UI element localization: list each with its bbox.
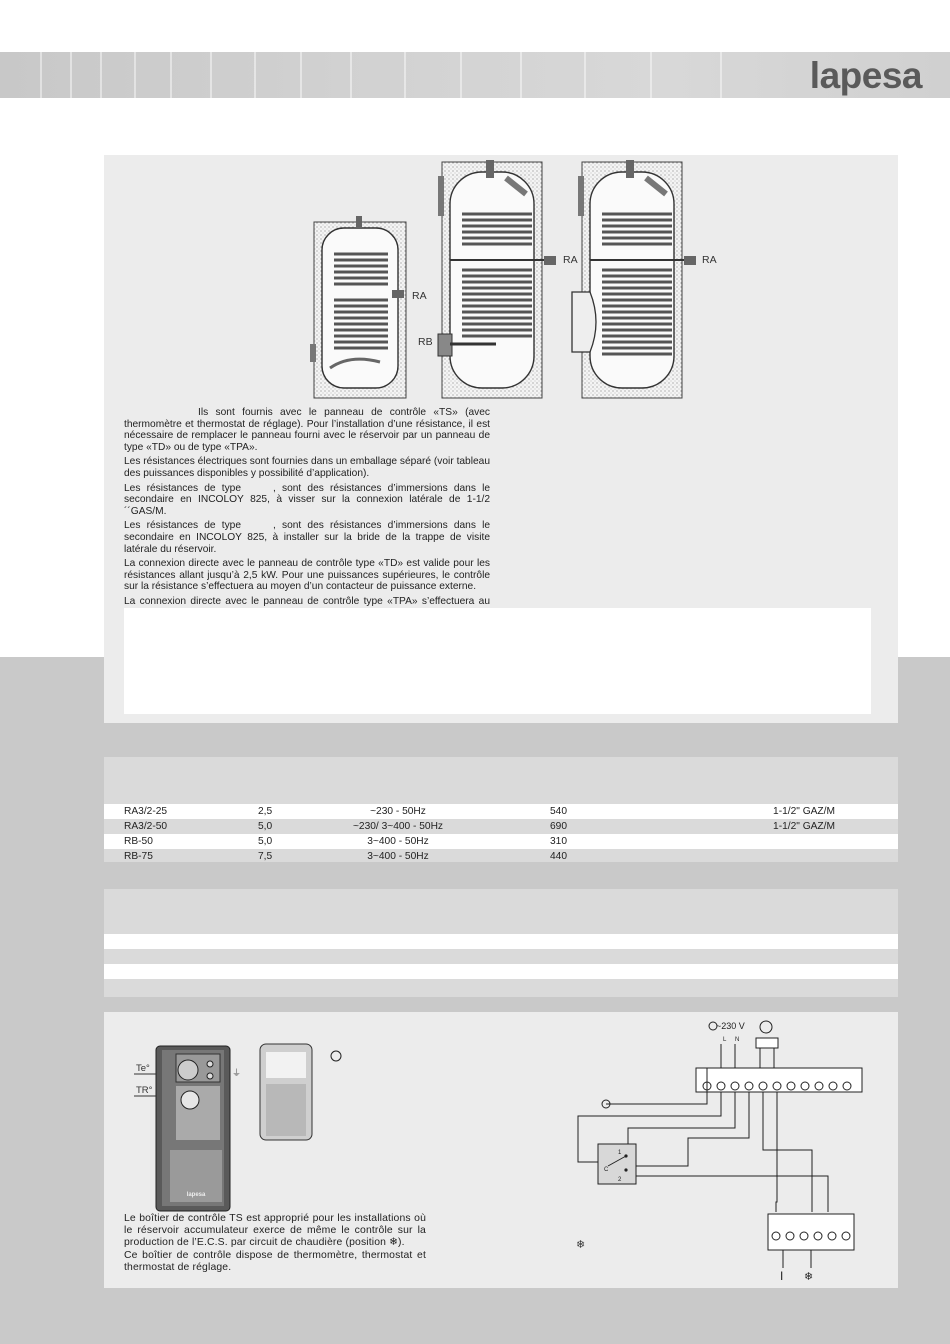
control-box-text-2: Ce boîtier de contrôle dispose de thermomètre, thermostat et thermostat de réglage. <box>124 1250 426 1273</box>
tank-tall-diagram <box>438 160 556 398</box>
terminal-block-upper <box>696 1068 862 1092</box>
control-box-text-1: Le boîtier de contrôle TS est approprié pour les installations où le réservoir accumulateur exerce de même le contrôle sur la production de l’E.C.S. par circuit de chaudière (position ❄). <box>124 1213 426 1248</box>
thermostat-switch <box>598 1144 636 1184</box>
svg-text:N: N <box>735 1037 740 1043</box>
description-p4b: , sont des résistances d’immersions dans le secondaire en INCOLOY 825, à installer sur la bride de la trappe de visite latérale du réservoir. <box>124 520 491 555</box>
table-row: RA3/2-25 2,5 ~230 - 50Hz 540 1-1/2" GAZ/M <box>124 806 835 817</box>
table-row: RB-75 7,5 3~400 - 50Hz 440 <box>124 851 567 862</box>
label-ra-1: RA <box>412 290 427 302</box>
svg-text:L: L <box>723 1037 727 1043</box>
mark-i: I <box>780 1269 784 1283</box>
control-box-logo: lapesa <box>186 1192 206 1198</box>
header-band <box>0 52 950 98</box>
ground-symbol-icon: ⏚ <box>232 1068 242 1078</box>
control-box-illustration <box>130 1040 370 1215</box>
table-row: RA3/2-50 5,0 ~230/ 3~400 - 50Hz 690 1-1/2" GAZ/M <box>124 821 835 832</box>
tank-flange-diagram <box>572 160 696 398</box>
description-text <box>124 407 490 634</box>
brand-logo: lapesa <box>809 55 922 96</box>
description-p1: Ils sont fournis avec le panneau de contrôle «TS» (avec thermomètre et thermostat de réglage). Pour l’installation d’une résistance, il est nécessaire de remplacer le panneau fourni avec le réservoir par un panneau de type «TD» ou de type «TPA». <box>124 407 490 453</box>
description-p2: Les résistances électriques sont fournies dans un emballage séparé (voir tableau des puissances disponibles y possibilité d’application). <box>124 456 490 479</box>
table-stripe <box>104 964 898 979</box>
table-row: RB-50 5,0 3~400 - 50Hz 310 <box>124 836 567 847</box>
tank-small-diagram <box>310 216 406 398</box>
label-ra-3: RA <box>702 254 717 266</box>
pump-icon <box>760 1021 772 1033</box>
description-p3b: , sont des résistances d’immersions dans le secondaire en INCOLOY 825, à visser sur la connexion latérale de 1-1/2´´GAS/M. <box>124 482 491 517</box>
description-p4a: Les résistances de type <box>124 520 242 532</box>
label-rb: RB <box>418 336 433 348</box>
voltage-label: ~230 V <box>716 1021 745 1031</box>
wiring-diagram <box>570 1016 870 1286</box>
svg-text:2: 2 <box>618 1177 622 1183</box>
svg-text:1: 1 <box>618 1150 622 1156</box>
label-te: Te° <box>136 1063 150 1074</box>
note-box <box>124 608 871 714</box>
table-stripe <box>104 934 898 949</box>
svg-text:C: C <box>604 1167 609 1173</box>
description-p3a: Les résistances de type <box>124 482 242 494</box>
label-ra-2: RA <box>563 254 578 266</box>
description-p5: La connexion directe avec le panneau de contrôle type «TD» est valide pour les résistances allant jusqu’à 2,5 kW. Pour une puissances supérieures, le contrôle sur la résistance s’effectuera au moyen d’un contacteur de puissance externe. <box>124 558 490 593</box>
description-p6: La connexion directe avec le panneau de contrôle type «TPA» s’effectuera au <box>124 595 490 607</box>
label-tr: TR° <box>136 1085 153 1096</box>
snowflake-icon: ❄ <box>576 1239 586 1251</box>
terminal-block-lower <box>768 1214 854 1250</box>
control-box-text <box>124 1213 426 1275</box>
tank-diagrams <box>300 158 740 402</box>
snowflake-icon: ❄ <box>804 1271 814 1283</box>
